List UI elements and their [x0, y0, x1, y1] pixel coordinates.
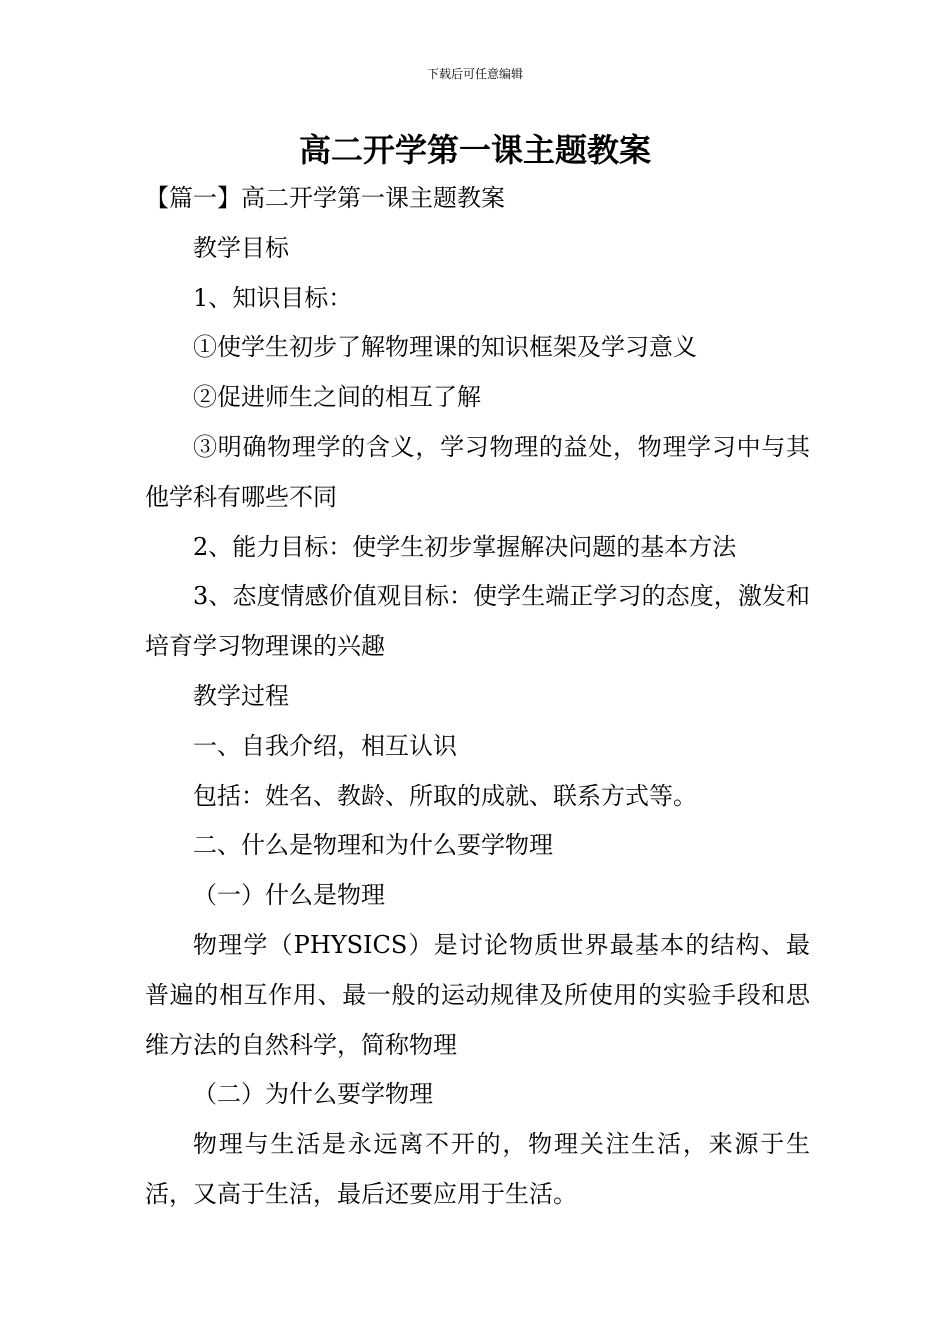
paragraph-physics-definition: 物理学（PHYSICS）是讨论物质世界最基本的结构、最普遍的相互作用、最一般的运动规律及所使用的实验手段和思维方法的自然科学，简称物理 — [145, 930, 810, 1059]
document-body — [145, 174, 810, 1220]
paragraph-attitude-goals: 3、态度情感价值观目标：使学生端正学习的态度，激发和培育学习物理课的兴趣 — [145, 582, 810, 661]
paragraph-what-is-physics: （一）什么是物理 — [193, 881, 385, 910]
paragraph-what-and-why-physics: 二、什么是物理和为什么要学物理 — [193, 831, 553, 860]
header-note: 下载后可任意编辑 — [426, 67, 523, 81]
paragraph-goal-item-1: ①使学生初步了解物理课的知识框架及学习意义 — [193, 333, 697, 362]
paragraph-introduction-detail: 包括：姓名、教龄、所取的成就、联系方式等。 — [193, 781, 697, 810]
paragraph-why-learn-physics: （二）为什么要学物理 — [193, 1080, 433, 1109]
paragraph-knowledge-goals: 1、知识目标： — [193, 283, 353, 312]
paragraph-teaching-process: 教学过程 — [193, 681, 289, 710]
document-title: 高二开学第一课主题教案 — [298, 131, 651, 169]
paragraph-physics-and-life: 物理与生活是永远离不开的，物理关注生活，来源于生活，又高于生活，最后还要应用于生活。 — [145, 1130, 810, 1208]
paragraph-goal-item-3: ③明确物理学的含义，学习物理的益处，物理学习中与其他学科有哪些不同 — [145, 432, 810, 511]
section-heading: 【篇一】高二开学第一课主题教案 — [145, 184, 505, 212]
paragraph-teaching-goals: 教学目标 — [193, 233, 289, 262]
paragraph-goal-item-2: ②促进师生之间的相互了解 — [193, 383, 481, 412]
paragraph-ability-goals: 2、能力目标：使学生初步掌握解决问题的基本方法 — [193, 532, 737, 561]
paragraph-introduction: 一、自我介绍，相互认识 — [193, 731, 457, 760]
